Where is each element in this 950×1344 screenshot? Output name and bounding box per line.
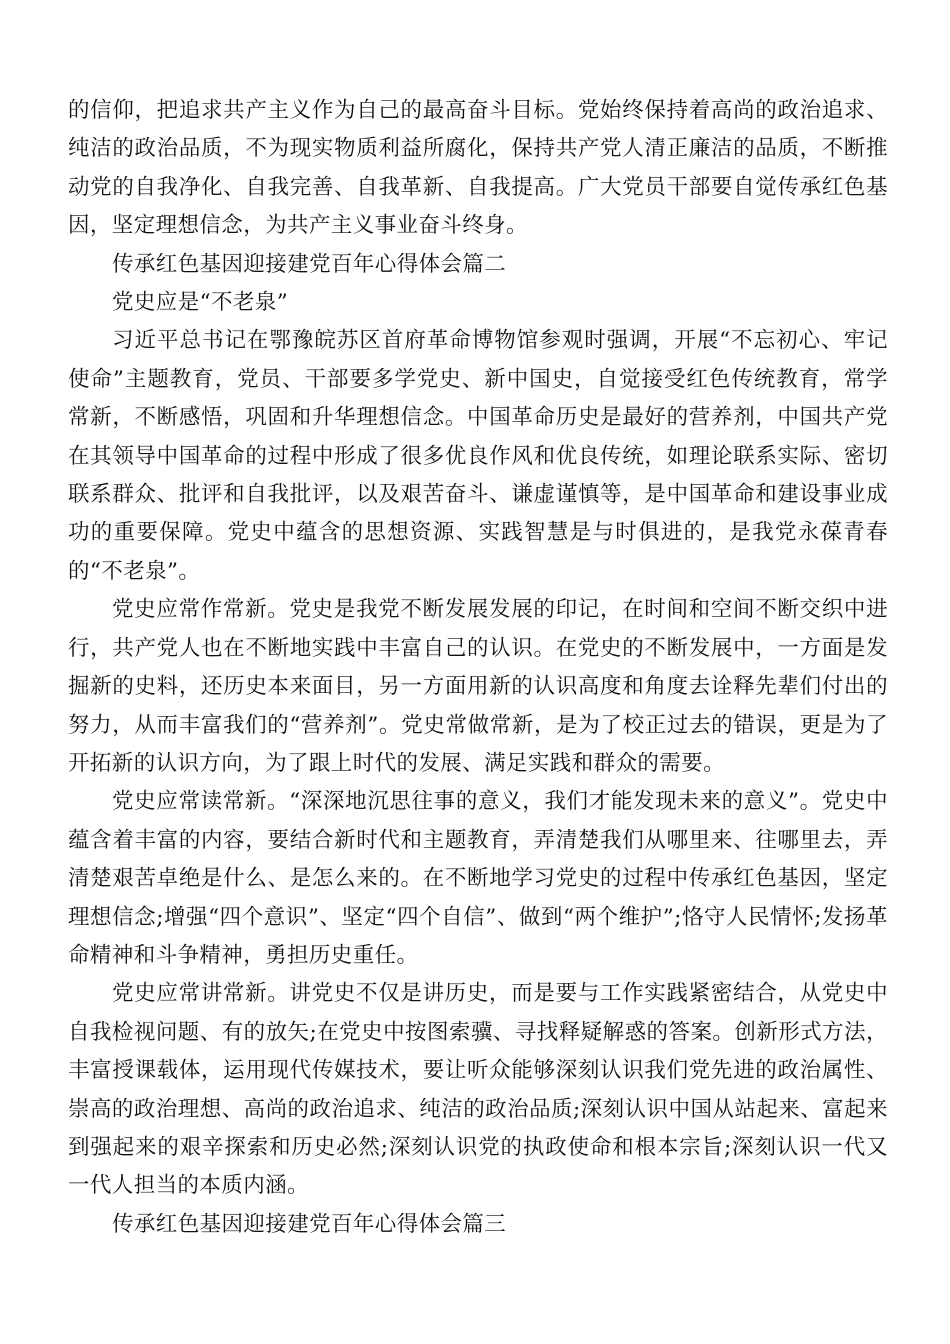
subheading-spring: 党史应是“不老泉” bbox=[112, 290, 289, 316]
paragraph-always-new-making: 党史应常作常新。党史是我党不断发展发展的印记，在时间和空间不断交织中进行，共产党人也在不断地实践中丰富自己的认识。在党史的不断发展中，一方面是发掘新的史料，还历史本来面目，另一方面用新的认识高度和角度去诠释先辈们付出的努力，从而丰富我们的“营养剂”。党史常做常新，是为了校正过去的错误，更是为了开拓新的认识方向，为了跟上时代的发展、满足实践和群众的需要。 bbox=[68, 597, 888, 776]
document-body bbox=[68, 92, 888, 1244]
section-heading-part-two: 传承红色基因迎接建党百年心得体会篇二 bbox=[112, 251, 507, 277]
paragraph-always-new-speaking: 党史应常讲常新。讲党史不仅是讲历史，而是要与工作实践紧密结合，从党史中自我检视问题、有的放矢;在党史中按图索骥、寻找释疑解惑的答案。创新形式方法，丰富授课载体，运用现代传媒技术，要让听众能够深刻认识我们党先进的政治属性、崇高的政治理想、高尚的政治追求、纯洁的政治品质;深刻认识中国从站起来、富起来到强起来的艰辛探索和历史必然;深刻认识党的执政使命和根本宗旨;深刻认识一代又一代人担当的本质内涵。 bbox=[68, 981, 888, 1199]
section-heading-part-three: 传承红色基因迎接建党百年心得体会篇三 bbox=[112, 1211, 507, 1237]
paragraph-always-new-reading: 党史应常读常新。“深深地沉思往事的意义，我们才能发现未来的意义”。党史中蕴含着丰富的内容，要结合新时代和主题教育，弄清楚我们从哪里来、往哪里去，弄清楚艰苦卓绝是什么、是怎么来的。在不断地学习党史的过程中传承红色基因，坚定理想信念;增强“四个意识”、坚定“四个自信”、做到“两个维护”;恪守人民情怀;发扬革命精神和斗争精神，勇担历史重任。 bbox=[68, 789, 888, 968]
paragraph-speech: 习近平总书记在鄂豫皖苏区首府革命博物馆参观时强调，开展“不忘初心、牢记使命”主题教育，党员、干部要多学党史、新中国史，自觉接受红色传统教育，常学常新，不断感悟，巩固和升华理想信念。中国革命历史是最好的营养剂，中国共产党在其领导中国革命的过程中形成了很多优良作风和优良传统，如理论联系实际、密切联系群众、批评和自我批评，以及艰苦奋斗、谦虚谨慎等，是中国革命和建设事业成功的重要保障。党史中蕴含的思想资源、实践智慧是与时俱进的，是我党永葆青春的“不老泉”。 bbox=[68, 328, 888, 584]
paragraph-continuation: 的信仰，把追求共产主义作为自己的最高奋斗目标。党始终保持着高尚的政治追求、纯洁的政治品质，不为现实物质利益所腐化，保持共产党人清正廉洁的品质，不断推动党的自我净化、自我完善、自我革新、自我提高。广大党员干部要自觉传承红色基因，坚定理想信念，为共产主义事业奋斗终身。 bbox=[68, 98, 888, 239]
